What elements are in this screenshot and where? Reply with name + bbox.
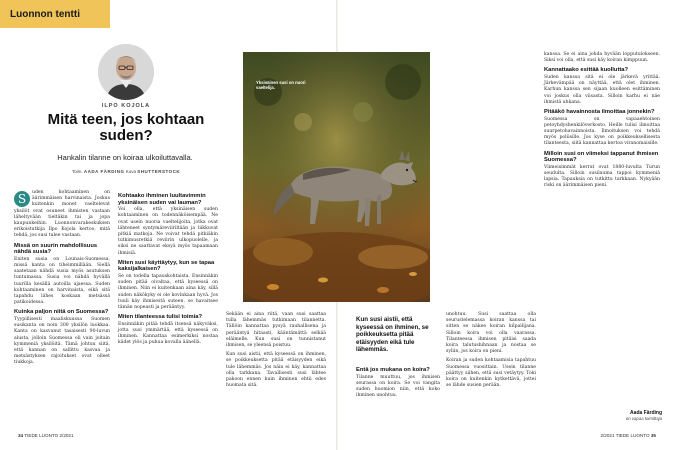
author-portrait bbox=[98, 44, 154, 100]
footer-left bbox=[18, 433, 74, 438]
pull-quote: Kun susi aistii, että kyseessä on ihminen, se poikkeuksetta pitää etäisyyden eikä tule lähemmäs. bbox=[356, 316, 429, 354]
answer-paragraph: Sekään ei aina riitä, vaan susi saattaa tulla lähemmäs tutkimaan tilannetta. Tällöin kannattaa pysyä rauhallisena ja perääntyä hitaasti, kääntämättä selkää eläimelle. Kun susi on tunnistanut ihmisen, se yleensä poistuu. bbox=[226, 312, 326, 349]
question-heading: Kannattaako esittää kuollutta? bbox=[544, 67, 629, 74]
photo-credit: SHUTTERSTOCK bbox=[137, 169, 181, 174]
signature-name: Aada Färding bbox=[630, 410, 662, 416]
drop-cap: S bbox=[14, 191, 30, 207]
intro-text: uden kohtaaminen on äärimmäisen harvinaista. Joskus kuitenkin monet vaeltelevat yksilöt ovat osuneet ihmisten vastaan läheltyvään tieltäkin tai ja jopa kaupunkeihin. Luonnonvarakeskuksen erikoistutkija Ilpo Kojola kertoo, mitä tehdä, jos susi tulee vastaan. bbox=[14, 190, 110, 239]
answer-paragraph: Suomessa on vapaaehtoinen petoyhdyshenkilöverkosto. Heille tulisi ilmoittaa suurpetohavainnoista. Ilmoituksen voi tehdä myös poliisille. Jos kyse on poikkeuksellisesta tilanteesta, siitä kannattaa kertoa viranomaisille. bbox=[544, 116, 660, 147]
section-title: Luonnon tentti bbox=[10, 8, 80, 20]
editor-label: Toim. bbox=[71, 169, 83, 174]
answer-paragraph: Se on todella tapauskohtaista. Ensinnäkin suden pitää oivaltaa, että kyseessä on ihminen. Niin ei kuitenkaan aina käy, sillä suden näkökyky ei ole kovinkaan hyvä. Jos tuuli käy ihmisestä suteen, se havaitsee tämän nopeasti ja perääntyy. bbox=[118, 274, 218, 311]
photo-label: Kuva bbox=[125, 169, 136, 174]
photo-caption: Yksinäinen susi on nuori vaeltelija. bbox=[256, 80, 306, 90]
section-header bbox=[0, 0, 110, 28]
article-headline: Mitä teen, jos kohtaan suden? bbox=[47, 111, 205, 144]
text-column-2 bbox=[118, 190, 218, 350]
answer-paragraph: Kun susi aistii, että kyseessä on ihminen, se poikkeuksetta pitää etäisyyden eikä tule lähemmäs. Jos näin ei käy, kannattaa olla tarkkana. Tavallisesti susi lähtee pakoon ennen kuin ihminen ehtii edes huomata sitä. bbox=[226, 352, 326, 389]
answer-paragraph: Koiran ja suden kohtaamisia tapahtuu Suomessa vuosittain. Usein tilanne päättyy siihen, että susi vetäytyy. Toki koira on kuitenkin kytkettävä, jottei se lähde susien perään. bbox=[446, 358, 536, 389]
answer-paragraph: Voi olla, että yksinäisen suden kohtaaminen on todennäköisempää. Ne ovat usein nuoria vaeltelijoita, jotka ovat lähteneet syntymäreviiriltään ja liikkuvat pitkiä matkoja. Ne voivat tehdä pitkiäkin tutkimusretkiä reviirin ulkopuolelle, ja siksi ne saattavat eksyä myös tapaamaan ihmisiä. bbox=[118, 207, 218, 256]
text-column-1 bbox=[14, 190, 110, 370]
issue-right: 2/2021 bbox=[600, 433, 615, 438]
answer-paragraph: Eniten susia on Lounais-Suomessa, missä kanta on tiheimmillään. Siellä saatetaan nähdä susia myös asutuksen tuntumassa. Susia voi nähdä hyvällä tuurilla kesällä autoilla ajaessa. Suden kohtaaminen on harvinaista, eikä sitä tapahdu lähes koskaan metsässä patikoidessa. bbox=[14, 256, 110, 306]
intro-paragraph: kanssa. Se ei aina johda hyvään lopputulokseen. Siksi voi olla, että susi käy koiran kimppuun. bbox=[544, 52, 660, 64]
article-credits bbox=[40, 169, 212, 174]
question-heading: Kohtaako ihminen luultavimmin yksinäisen suden vai lauman? bbox=[118, 193, 206, 206]
answer-paragraph: Tilanne muuttuu, jos ihmisen seurassa on koira. Se voi vangita suden huomion niin, että koko ihminen unohtuu. bbox=[356, 374, 440, 399]
question-heading: Miten susi käyttäytyy, kun se tapaa kaksijalkaisen? bbox=[118, 259, 215, 273]
answer-paragraph: unohtuu. Susi saattaa olla seurustelemassa koiran kanssa tai sitten se näkee koiran kilpailijana. Silloin koira voi olla vaarassa. Tilanteessa ihmisen pitäisi saada koira talutushihnaan ja nostaa se syliin, jos koira on pieni. bbox=[446, 312, 536, 355]
answer-paragraph: Tyypillisesti maaliskuussa Suomen susikanta on noin 300 yksilön luokkaa. Kanta on kasvanut tasaisesti 90-luvun alusta, jolloin Suomessa oli vain joitain kymmeniä yksilöitä. Tämä johtuu siitä, että kannan on sallittu kasvaa ja metsästyksen rajoitukset ovat olleet tiukkoja. bbox=[14, 317, 110, 366]
answer-paragraph: Viimeisimmät kerrat ovat 1880-luvulta Turun seudulta. Silloin susilauma tappoi kymmeniä lapsia. Tapauksia on tutkittu tarkkaan. Nykyään riski on äärimmäisen pieni. bbox=[544, 164, 660, 189]
author-signature bbox=[602, 410, 662, 421]
author-name: ILPO KOJOLA bbox=[101, 103, 151, 109]
issue-left: 2/2021 bbox=[59, 433, 74, 438]
magazine-name-right: TIEDE LUONTO bbox=[615, 433, 650, 438]
text-column-6 bbox=[544, 52, 660, 193]
text-column-5 bbox=[446, 312, 536, 392]
text-column-4 bbox=[356, 364, 440, 402]
question-heading: Milloin susi on viimeksi tappanut ihmisen Suomessa? bbox=[544, 150, 659, 164]
page-number-left: 34 bbox=[18, 433, 24, 438]
question-heading: Miten tilanteessa tulisi toimia? bbox=[118, 314, 203, 321]
article-standfirst: Hankalin tilanne on koiraa ulkoiluttavalla. bbox=[57, 153, 193, 162]
question-heading: Missä on suurin mahdollisuus nähdä susia? bbox=[14, 242, 98, 256]
magazine-name-left: TIEDE LUONTO bbox=[24, 433, 59, 438]
page-number-right: 35 bbox=[650, 433, 656, 438]
question-heading: Pitääkö havainnosta ilmoittaa jonnekin? bbox=[544, 109, 655, 116]
question-heading: Kuinka paljon niitä on Suomessa? bbox=[14, 309, 109, 316]
footer-right bbox=[600, 433, 656, 438]
intro-paragraph bbox=[14, 190, 110, 240]
text-column-3 bbox=[226, 312, 326, 392]
editor-name: AADA FÄRDING bbox=[83, 169, 125, 174]
answer-paragraph: Suden kanssa sitä ei ole järkevä yrittää. Järkevämpää on näyttää, että olet ihminen. Karhun kanssa sen sijaan kuolleen esittäminen voi joskus olla viisasta. Silloin karhu ei näe ihmistä uhkana. bbox=[544, 75, 660, 105]
question-heading: Entä jos mukana on koira? bbox=[356, 367, 430, 373]
signature-role: on vapaa toimittaja bbox=[625, 416, 662, 421]
answer-paragraph: Ensinnäkin pitää tehdä itsensä näkyväksi, jotta susi ymmärtää, että kyseessä on ihminen. Kannattaa esimerkiksi nostaa kädet ylös ja puhua kovalla äänellä. bbox=[118, 321, 218, 346]
